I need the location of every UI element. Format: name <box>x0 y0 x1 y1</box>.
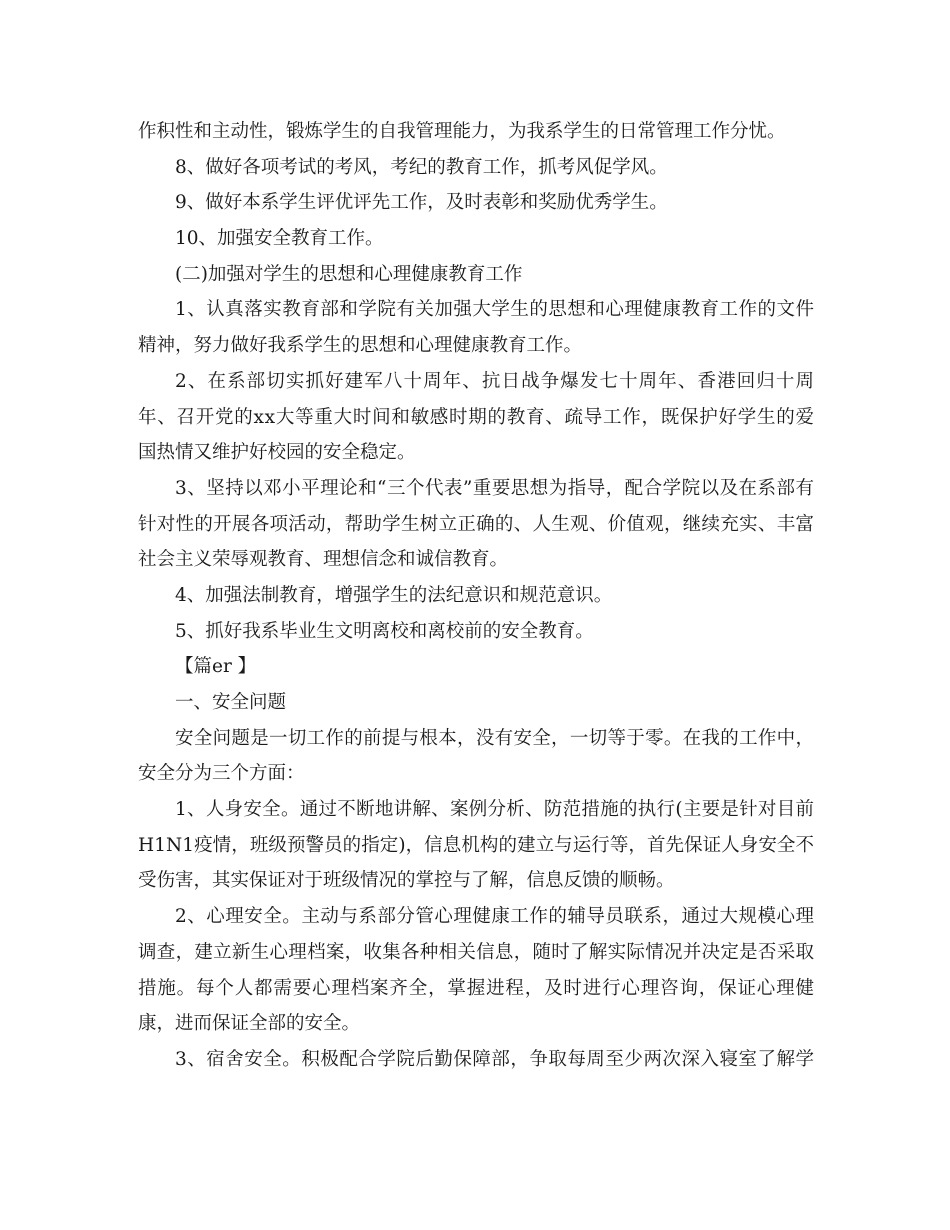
text-line: 调查，建立新生心理档案，收集各种相关信息，随时了解实际情况并决定是否采取 <box>138 941 815 963</box>
text-line: (二)加强对学生的思想和心理健康教育工作 <box>175 263 523 285</box>
text-line: 1、人身安全。通过不断地讲解、案例分析、防范措施的执行(主要是针对目前 <box>175 799 815 821</box>
text-line: 1、认真落实教育部和学院有关加强大学生的思想和心理健康教育工作的文件 <box>175 299 815 321</box>
text-line: 一、安全问题 <box>175 692 287 713</box>
text-line: 精神，努力做好我系学生的思想和心理健康教育工作。 <box>138 335 583 357</box>
text-line: 安全分为三个方面： <box>138 763 305 785</box>
text-line: 国热情又维护好校园的安全稳定。 <box>138 442 416 464</box>
text-line: 4、加强法制教育，增强学生的法纪意识和规范意识。 <box>175 584 613 606</box>
text-line: 康，进而保证全部的安全。 <box>138 1013 361 1035</box>
text-line: 安全问题是一切工作的前提与根本，没有安全，一切等于零。在我的工作中， <box>175 727 815 749</box>
text-line: 措施。每个人都需要心理档案齐全，掌握进程，及时进行心理咨询，保证心理健 <box>138 977 815 999</box>
text-line: 2、在系部切实抓好建军八十周年、抗日战争爆发七十周年、香港回归十周 <box>175 370 816 392</box>
text-line: 5、抓好我系毕业生文明离校和离校前的安全教育。 <box>175 620 594 642</box>
document-body <box>138 114 814 1078</box>
text-line: 针对性的开展各项活动，帮助学生树立正确的、人生观、价值观，继续充实、丰富 <box>138 513 815 535</box>
text-line: 3、坚持以邓小平理论和“三个代表”重要思想为指导，配合学院以及在系部有 <box>175 477 815 499</box>
text-line: 3、宿舍安全。积极配合学院后勤保障部，争取每周至少两次深入寝室了解学 <box>175 1048 815 1070</box>
text-line: 10、加强安全教育工作。 <box>175 228 384 250</box>
text-line: H1N1疫情，班级预警员的指定)，信息机构的建立与运行等，首先保证人身安全不 <box>138 834 815 856</box>
text-line: 8、做好各项考试的考风，考纪的教育工作，抓考风促学风。 <box>175 156 668 178</box>
text-line: 【篇er 】 <box>175 656 257 678</box>
text-line: 社会主义荣辱观教育、理想信念和诚信教育。 <box>138 549 509 571</box>
text-line: 9、做好本系学生评优评先工作，及时表彰和奖励优秀学生。 <box>175 192 668 214</box>
text-line: 受伤害，其实保证对于班级情况的掌控与了解，信息反馈的顺畅。 <box>138 870 675 892</box>
text-line: 年、召开党的xx大等重大时间和敏感时期的教育、疏导工作，既保护好学生的爱 <box>138 406 815 428</box>
text-line: 作积性和主动性，锻炼学生的自我管理能力，为我系学生的日常管理工作分忧。 <box>138 121 786 142</box>
text-line: 2、心理安全。主动与系部分管心理健康工作的辅导员联系，通过大规模心理 <box>175 906 815 928</box>
